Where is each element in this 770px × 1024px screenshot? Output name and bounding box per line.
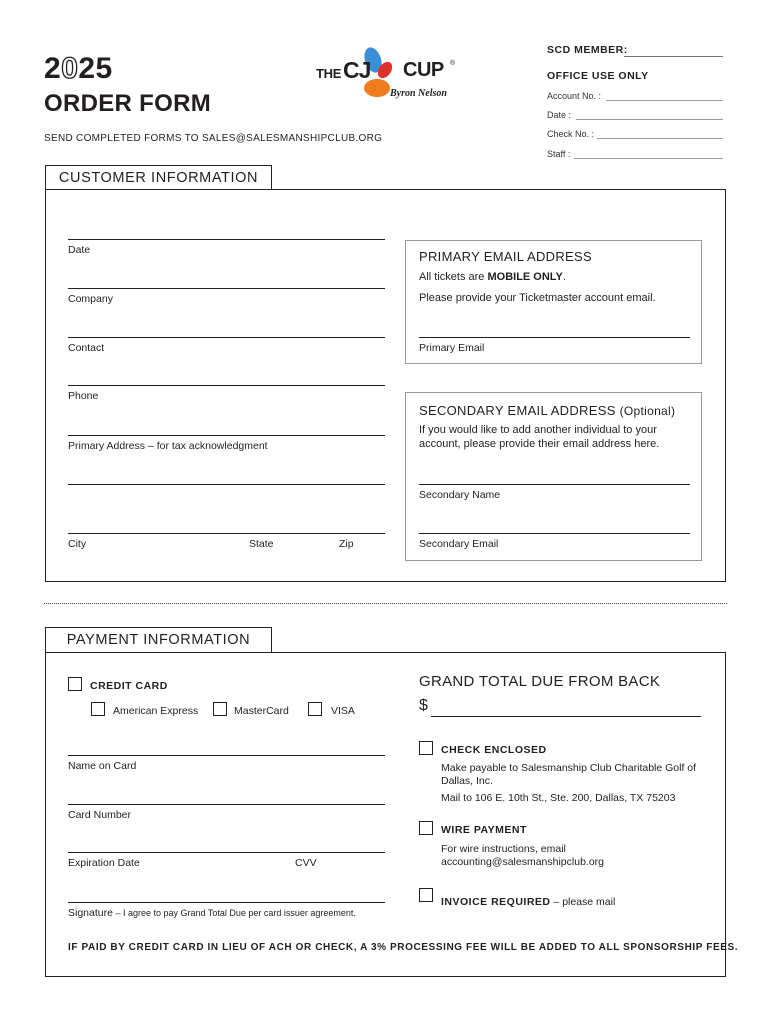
send-instructions: SEND COMPLETED FORMS TO SALES@SALESMANSHIPCLUB.ORG xyxy=(44,133,383,144)
staff-line[interactable] xyxy=(574,158,723,159)
mobile-only-prefix: All tickets are xyxy=(419,271,488,283)
check-enclosed-label: CHECK ENCLOSED xyxy=(441,744,547,756)
scd-member-line[interactable] xyxy=(624,56,723,57)
company-field-line[interactable] xyxy=(68,288,385,289)
state-label: State xyxy=(249,538,274,550)
date-field-line[interactable] xyxy=(68,239,385,240)
cj-cup-logo xyxy=(314,44,459,102)
card-number-line[interactable] xyxy=(68,804,385,805)
signature-word: Signature xyxy=(68,907,113,919)
secondary-note-line1: If you would like to add another individual to your xyxy=(419,424,657,436)
check-no-label: Check No. : xyxy=(547,129,595,139)
cvv-label: CVV xyxy=(295,857,317,869)
wire-payment-checkbox[interactable] xyxy=(419,821,433,835)
wire-line1: For wire instructions, email xyxy=(441,843,566,855)
card-number-label: Card Number xyxy=(68,809,132,821)
payment-info-tab: PAYMENT INFORMATION xyxy=(45,627,272,653)
secondary-email-label: Secondary Email xyxy=(419,538,499,550)
mobile-only-bold: MOBILE ONLY xyxy=(487,271,563,283)
office-date-line[interactable] xyxy=(576,119,723,120)
check-payable-line1: Make payable to Salesmanship Club Charitable Golf of xyxy=(441,762,697,774)
secondary-name-line[interactable] xyxy=(419,484,690,485)
primary-email-label: Primary Email xyxy=(419,342,485,354)
section-divider xyxy=(44,603,727,604)
invoice-required-text: INVOICE REQUIRED xyxy=(441,896,551,908)
amex-label: American Express xyxy=(113,705,199,717)
form-title: ORDER FORM xyxy=(44,90,211,117)
signature-label xyxy=(68,907,356,919)
check-payable-line2: Dallas, Inc. xyxy=(441,775,493,787)
invoice-note: – please mail xyxy=(550,896,616,908)
address-line-2[interactable] xyxy=(68,484,385,485)
ticketmaster-note: Please provide your Ticketmaster account email. xyxy=(419,292,656,304)
account-no-label: Account No. : xyxy=(547,91,602,101)
city-state-zip-line[interactable] xyxy=(68,533,385,534)
credit-card-checkbox[interactable] xyxy=(68,677,82,691)
secondary-email-heading xyxy=(419,403,675,418)
mastercard-checkbox[interactable] xyxy=(213,702,227,716)
address-label: Primary Address – for tax acknowledgment xyxy=(68,440,268,452)
wire-payment-label: WIRE PAYMENT xyxy=(441,824,527,836)
signature-line[interactable] xyxy=(68,902,385,903)
year-digit: 2 xyxy=(44,52,62,85)
contact-field-line[interactable] xyxy=(68,337,385,338)
primary-email-line[interactable] xyxy=(419,337,690,338)
visa-checkbox[interactable] xyxy=(308,702,322,716)
date-label: Date xyxy=(68,244,91,256)
payment-info-section xyxy=(45,652,726,977)
secondary-email-title: SECONDARY EMAIL ADDRESS xyxy=(419,403,616,418)
city-label: City xyxy=(68,538,87,550)
address-field-line[interactable] xyxy=(68,435,385,436)
company-label: Company xyxy=(68,293,113,305)
mobile-only-note xyxy=(419,270,566,284)
grand-total-line[interactable] xyxy=(431,716,701,717)
logo-cup: CUP xyxy=(403,59,444,81)
signature-note: – I agree to pay Grand Total Due per card issuer agreement. xyxy=(112,908,356,918)
staff-label: Staff : xyxy=(547,149,571,159)
invoice-required-checkbox[interactable] xyxy=(419,888,433,902)
year xyxy=(44,52,113,86)
office-use-heading: OFFICE USE ONLY xyxy=(547,70,649,82)
contact-label: Contact xyxy=(68,342,105,354)
amex-checkbox[interactable] xyxy=(91,702,105,716)
name-on-card-label: Name on Card xyxy=(68,760,137,772)
grand-total-heading: GRAND TOTAL DUE FROM BACK xyxy=(419,673,661,690)
secondary-name-label: Secondary Name xyxy=(419,489,501,501)
name-on-card-line[interactable] xyxy=(68,755,385,756)
customer-info-tab: CUSTOMER INFORMATION xyxy=(45,165,272,190)
secondary-note-line2: account, please provide their email address here. xyxy=(419,438,660,450)
check-enclosed-checkbox[interactable] xyxy=(419,741,433,755)
office-date-label: Date : xyxy=(547,110,572,120)
check-mail-address: Mail to 106 E. 10th St., Ste. 200, Dallas, TX 75203 xyxy=(441,792,676,804)
phone-label: Phone xyxy=(68,390,99,402)
wire-email: accounting@salesmanshipclub.org xyxy=(441,856,605,868)
scd-member-label: SCD MEMBER: xyxy=(547,44,628,56)
zip-label: Zip xyxy=(339,538,354,550)
check-no-line[interactable] xyxy=(597,138,723,139)
expiration-cvv-line[interactable] xyxy=(68,852,385,853)
phone-field-line[interactable] xyxy=(68,385,385,386)
credit-card-label: CREDIT CARD xyxy=(90,680,168,692)
visa-label: VISA xyxy=(331,705,355,717)
account-no-line[interactable] xyxy=(606,100,723,101)
logo-registered: ® xyxy=(450,60,456,67)
mobile-only-suffix: . xyxy=(562,271,566,283)
processing-fee-notice: IF PAID BY CREDIT CARD IN LIEU OF ACH OR CHECK, A 3% PROCESSING FEE WILL BE ADDED TO ALL SPONSORSHIP FEES. xyxy=(68,942,739,953)
expiration-label: Expiration Date xyxy=(68,857,140,869)
logo-byron-nelson: Byron Nelson xyxy=(390,88,447,99)
year-outline-digit: 0 xyxy=(61,52,79,85)
optional-tag: (Optional) xyxy=(619,404,676,418)
logo-the: THE xyxy=(316,66,342,81)
invoice-required-label xyxy=(441,892,615,910)
year-digits: 25 xyxy=(78,52,113,85)
secondary-email-line[interactable] xyxy=(419,533,690,534)
mastercard-label: MasterCard xyxy=(234,705,289,717)
logo-cj: CJ xyxy=(343,57,371,83)
dollar-sign: $ xyxy=(419,697,428,714)
primary-email-heading: PRIMARY EMAIL ADDRESS xyxy=(419,249,592,264)
